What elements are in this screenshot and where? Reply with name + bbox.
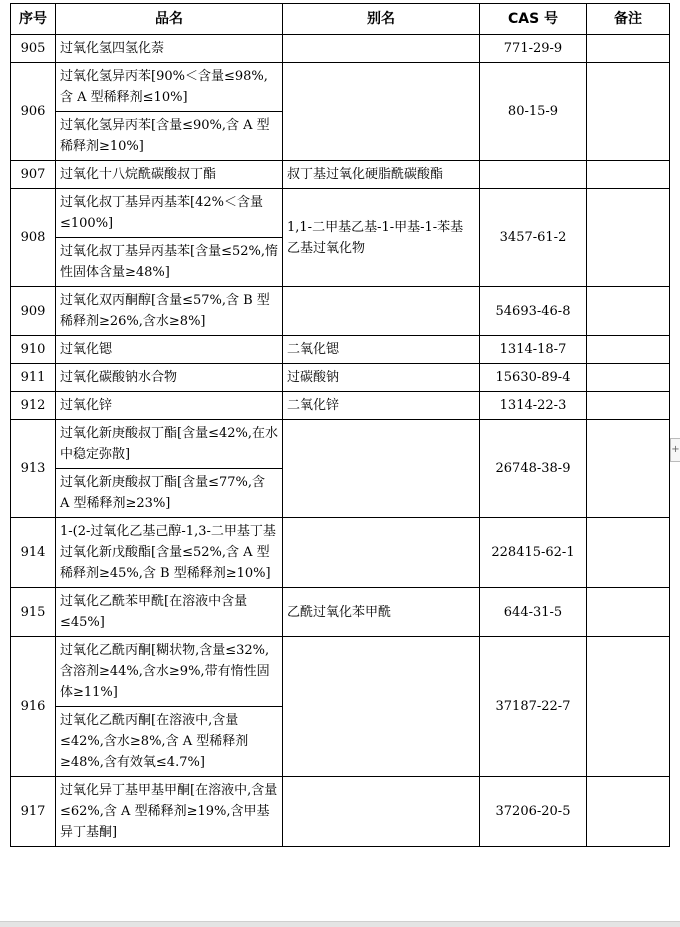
table-row	[11, 63, 670, 112]
cell-product-name: 过氧化新庚酸叔丁酯[含量≤42%,在水中稳定弥散]	[56, 420, 283, 469]
cell-cas-number: 37206-20-5	[480, 777, 587, 847]
cell-product-name: 过氧化氢异丙苯[含量≤90%,含 A 型稀释剂≥10%]	[56, 112, 283, 161]
cell-product-name: 过氧化异丁基甲基甲酮[在溶液中,含量≤62%,含 A 型稀释剂≥19%,含甲基异丁基酮]	[56, 777, 283, 847]
table-row	[11, 392, 670, 420]
cell-seq: 912	[11, 392, 56, 420]
cell-cas-number	[480, 161, 587, 189]
cell-note	[587, 637, 670, 777]
cell-product-name: 过氧化新庚酸叔丁酯[含量≤77%,含 A 型稀释剂≥23%]	[56, 469, 283, 518]
cell-seq: 906	[11, 63, 56, 161]
cell-alias: 二氧化锌	[283, 392, 480, 420]
cell-product-name: 1-(2-过氧化乙基己醇-1,3-二甲基丁基过氧化新戊酸酯[含量≤52%,含 A 型稀释剂≥45%,含 B 型稀释剂≥10%]	[56, 518, 283, 588]
table-row	[11, 518, 670, 588]
cell-product-name: 过氧化乙酰丙酮[糊状物,含量≤32%,含溶剂≥44%,含水≥9%,带有惰性固体≥11%]	[56, 637, 283, 707]
cell-seq: 907	[11, 161, 56, 189]
side-expand-handle[interactable]: +	[670, 438, 680, 462]
cell-cas-number: 37187-22-7	[480, 637, 587, 777]
cell-cas-number: 80-15-9	[480, 63, 587, 161]
cell-note	[587, 287, 670, 336]
cell-product-name: 过氧化乙酰苯甲酰[在溶液中含量≤45%]	[56, 588, 283, 637]
table-row	[11, 588, 670, 637]
cell-product-name: 过氧化锶	[56, 336, 283, 364]
cell-note	[587, 364, 670, 392]
cell-product-name: 过氧化叔丁基异丙基苯[42%＜含量≤100%]	[56, 189, 283, 238]
table-row	[11, 35, 670, 63]
cell-note	[587, 392, 670, 420]
cell-seq: 913	[11, 420, 56, 518]
cell-product-name: 过氧化氢四氢化萘	[56, 35, 283, 63]
cell-alias	[283, 420, 480, 518]
cell-note	[587, 518, 670, 588]
cell-cas-number: 15630-89-4	[480, 364, 587, 392]
cell-note	[587, 420, 670, 518]
cell-cas-number: 54693-46-8	[480, 287, 587, 336]
cell-note	[587, 63, 670, 161]
cell-alias: 1,1-二甲基乙基-1-甲基-1-苯基乙基过氧化物	[283, 189, 480, 287]
table-row	[11, 637, 670, 707]
chemical-table	[10, 3, 670, 847]
cell-product-name: 过氧化叔丁基异丙基苯[含量≤52%,惰性固体含量≥48%]	[56, 238, 283, 287]
cell-alias: 二氧化锶	[283, 336, 480, 364]
cell-alias: 乙酰过氧化苯甲酰	[283, 588, 480, 637]
cell-note	[587, 336, 670, 364]
cell-seq: 915	[11, 588, 56, 637]
cell-alias	[283, 777, 480, 847]
cell-cas-number: 1314-18-7	[480, 336, 587, 364]
cell-product-name: 过氧化氢异丙苯[90%＜含量≤98%,含 A 型稀释剂≤10%]	[56, 63, 283, 112]
cell-alias	[283, 518, 480, 588]
header-row	[11, 4, 670, 35]
horizontal-scrollbar[interactable]	[0, 921, 680, 927]
table-body	[11, 35, 670, 847]
cell-note	[587, 588, 670, 637]
cell-cas-number: 644-31-5	[480, 588, 587, 637]
cell-cas-number: 26748-38-9	[480, 420, 587, 518]
cell-product-name: 过氧化十八烷酰碳酸叔丁酯	[56, 161, 283, 189]
header-alias: 别名	[283, 4, 480, 35]
cell-product-name: 过氧化碳酸钠水合物	[56, 364, 283, 392]
table-row	[11, 420, 670, 469]
table-row	[11, 336, 670, 364]
table-row	[11, 161, 670, 189]
cell-seq: 910	[11, 336, 56, 364]
cell-cas-number: 1314-22-3	[480, 392, 587, 420]
cell-cas-number: 3457-61-2	[480, 189, 587, 287]
header-cas: CAS 号	[480, 4, 587, 35]
cell-alias: 过碳酸钠	[283, 364, 480, 392]
header-note: 备注	[587, 4, 670, 35]
header-seq: 序号	[11, 4, 56, 35]
cell-seq: 916	[11, 637, 56, 777]
cell-seq: 909	[11, 287, 56, 336]
cell-seq: 908	[11, 189, 56, 287]
table-row	[11, 189, 670, 238]
cell-alias	[283, 63, 480, 161]
header-name: 品名	[56, 4, 283, 35]
cell-note	[587, 189, 670, 287]
cell-seq: 911	[11, 364, 56, 392]
cell-alias	[283, 35, 480, 63]
cell-product-name: 过氧化乙酰丙酮[在溶液中,含量≤42%,含水≥8%,含 A 型稀释剂≥48%,含有效氧≤4.7%]	[56, 707, 283, 777]
cell-product-name: 过氧化双丙酮醇[含量≤57%,含 B 型稀释剂≥26%,含水≥8%]	[56, 287, 283, 336]
cell-cas-number: 228415-62-1	[480, 518, 587, 588]
cell-note	[587, 777, 670, 847]
cell-alias	[283, 637, 480, 777]
cell-seq: 917	[11, 777, 56, 847]
cell-alias: 叔丁基过氧化硬脂酰碳酸酯	[283, 161, 480, 189]
cell-alias	[283, 287, 480, 336]
table-row	[11, 777, 670, 847]
cell-note	[587, 35, 670, 63]
cell-seq: 914	[11, 518, 56, 588]
table-row	[11, 364, 670, 392]
cell-seq: 905	[11, 35, 56, 63]
cell-cas-number: 771-29-9	[480, 35, 587, 63]
cell-note	[587, 161, 670, 189]
cell-product-name: 过氧化锌	[56, 392, 283, 420]
table-row	[11, 287, 670, 336]
